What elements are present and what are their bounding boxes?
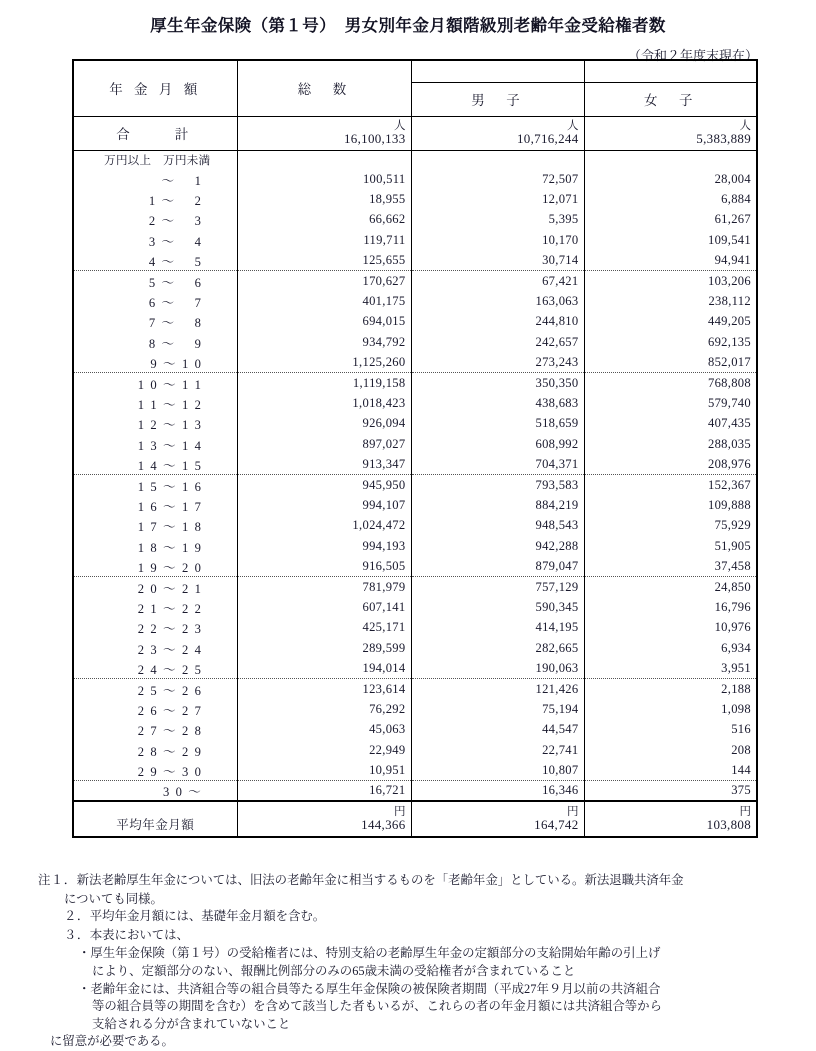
cell-range: 2 7 ～ 2 8: [73, 720, 237, 740]
cell-range: 1 4 ～ 1 5: [73, 454, 237, 474]
header-cell-male: [411, 60, 584, 116]
cell-male: 10,807: [411, 760, 584, 780]
cell-female: 61,267: [714, 212, 751, 227]
table-row: [73, 679, 757, 699]
grand-total-row: [73, 116, 757, 150]
cell-total: 1,119,158: [237, 373, 411, 393]
table-row: [73, 760, 757, 780]
bracket-unit-label: 万円以上 万円未満: [73, 150, 237, 169]
cell-male: 282,665: [411, 638, 584, 658]
cell-total: 945,950: [237, 475, 411, 495]
footnote-closing: に留意が必要である。: [50, 1034, 174, 1049]
grand-total-value-total: [237, 116, 411, 150]
cell-female: 75,929: [714, 518, 751, 533]
cell-range: 5 ～ 6: [73, 271, 237, 291]
cell-male: 72,507: [411, 169, 584, 189]
cell-range: 9 ～ 1 0: [73, 353, 237, 373]
cell-range: 8 ～ 9: [73, 332, 237, 352]
cell-female: 16,796: [714, 599, 751, 614]
cell-female: 109,541: [707, 232, 751, 247]
footnote-3: [38, 927, 798, 945]
cell-male: 704,371: [411, 454, 584, 474]
cell-total: 994,107: [237, 495, 411, 515]
cell-range: 1 9 ～ 2 0: [73, 556, 237, 576]
cell-male: 879,047: [411, 556, 584, 576]
table-row: [73, 210, 757, 230]
table-row: [73, 353, 757, 373]
cell-total: 401,175: [237, 291, 411, 311]
grand-total-value-male: [411, 116, 584, 150]
unit-label-person-total: 人: [394, 120, 406, 133]
cell-total: 1,125,260: [237, 353, 411, 373]
table-row: [73, 699, 757, 719]
page-title: 厚生年金保険（第１号） 男女別年金月額階級別老齢年金受給権者数: [150, 16, 666, 35]
cell-total: 16,721: [237, 781, 411, 802]
footnote-3-text: 本表においては、: [89, 927, 189, 942]
bracket-unit-row: [73, 150, 757, 169]
cell-range: 2 5 ～ 2 6: [73, 679, 237, 699]
cell-female: 24,850: [714, 579, 751, 594]
footnote-2: [38, 908, 798, 926]
cell-male: 757,129: [411, 577, 584, 597]
pension-statistics-table: [72, 59, 758, 838]
cell-total: 18,955: [237, 189, 411, 209]
cell-female: 103,206: [707, 273, 751, 288]
bracket-blank-male: [411, 150, 584, 169]
footnote-3-marker: ３．: [64, 927, 90, 942]
cell-total: 1,018,423: [237, 393, 411, 413]
cell-male: 10,170: [411, 230, 584, 250]
cell-total: 916,505: [237, 556, 411, 576]
cell-male: 242,657: [411, 332, 584, 352]
header-cell-total: 総 数: [237, 60, 411, 116]
cell-total: 10,951: [237, 760, 411, 780]
unit-label-person-male: 人: [567, 120, 579, 133]
table-row: [73, 414, 757, 434]
grand-total-label: 合 計: [73, 116, 237, 150]
cell-male: 438,683: [411, 393, 584, 413]
unit-label-yen-male: 円: [567, 806, 579, 819]
cell-female: 6,884: [721, 192, 751, 207]
cell-female: 692,135: [707, 334, 751, 349]
table-row: [73, 516, 757, 536]
cell-total: 926,094: [237, 414, 411, 434]
table-row: [73, 658, 757, 678]
grand-total-total: 16,100,133: [344, 131, 406, 147]
cell-female: 109,888: [707, 497, 751, 512]
cell-range: 3 ～ 4: [73, 230, 237, 250]
average-total: 144,366: [361, 817, 406, 833]
cell-total: 194,014: [237, 658, 411, 678]
cell-female: 2,188: [721, 681, 751, 696]
table-row: [73, 495, 757, 515]
average-female: 103,808: [706, 817, 751, 833]
cell-female: 28,004: [714, 171, 751, 186]
cell-male: 12,071: [411, 189, 584, 209]
footnote-3-bullet-2-line2: 等の組合員等の期間を含む）を含めて該当した者もいるが、これらの者の年金月額には共済組合等から: [92, 999, 662, 1014]
cell-total: 76,292: [237, 699, 411, 719]
cell-female: 208: [731, 742, 751, 757]
cell-female: 6,934: [721, 640, 751, 655]
cell-female: 768,808: [707, 375, 751, 390]
header-cell-male-label: 男 子: [412, 82, 584, 116]
cell-female: 10,976: [714, 620, 751, 635]
cell-male: 244,810: [411, 312, 584, 332]
footnote-3-bullet-2: [38, 981, 798, 1034]
cell-range: 1 2 ～ 1 3: [73, 414, 237, 434]
cell-range: 6 ～ 7: [73, 291, 237, 311]
cell-total: 694,015: [237, 312, 411, 332]
footnote-3-bullet-1-line1: ・厚生年金保険（第１号）の受給権者には、特別支給の老齢厚生年金の定額部分の支給開始年齢の引上げ: [78, 946, 661, 961]
cell-male: 608,992: [411, 434, 584, 454]
cell-range: 1 7 ～ 1 8: [73, 516, 237, 536]
cell-total: 125,655: [237, 251, 411, 271]
cell-male: 75,194: [411, 699, 584, 719]
footnote-2-marker: ２．: [64, 909, 90, 924]
header-cell-female: [584, 60, 757, 116]
pension-table-container: [72, 59, 756, 838]
document-date-note: （令和２年度末現在）: [627, 48, 758, 63]
cell-female: 208,976: [584, 454, 757, 474]
table-row: [73, 740, 757, 760]
grand-total-male: 10,716,244: [517, 131, 579, 147]
average-pension-label: 平均年金月額: [73, 801, 237, 837]
average-value-total: [237, 801, 411, 837]
footnote-1-text: 新法老齢厚生年金については、旧法の老齢年金に相当するものを「老齢年金」としている。新法退職共済年金: [76, 873, 684, 887]
table-row: [73, 332, 757, 352]
table-row: [73, 271, 757, 291]
unit-label-yen-female: 円: [739, 806, 751, 819]
cell-total: 100,511: [237, 169, 411, 189]
cell-male: 518,659: [411, 414, 584, 434]
cell-male: 44,547: [411, 720, 584, 740]
bracket-blank-total: [237, 150, 411, 169]
cell-range: 4 ～ 5: [73, 251, 237, 271]
cell-female: 37,458: [584, 556, 757, 576]
cell-total: 22,949: [237, 740, 411, 760]
table-row: [73, 434, 757, 454]
cell-male: 414,195: [411, 618, 584, 638]
cell-range: 2 1 ～ 2 2: [73, 597, 237, 617]
footnote-1: [38, 872, 798, 890]
cell-range: 1 0 ～ 1 1: [73, 373, 237, 393]
unit-label-yen-total: 円: [394, 806, 406, 819]
table-row: [73, 230, 757, 250]
footnote-3-bullet-2-line3: 支給される分が含まれていないこと: [92, 1016, 291, 1031]
table-row: [73, 393, 757, 413]
cell-male: 273,243: [411, 353, 584, 373]
cell-male: 793,583: [411, 475, 584, 495]
cell-range: 2 8 ～ 2 9: [73, 740, 237, 760]
cell-female: 288,035: [707, 436, 751, 451]
table-row: [73, 312, 757, 332]
cell-range: 2 3 ～ 2 4: [73, 638, 237, 658]
table-row: [73, 475, 757, 495]
footnote-1-continuation: についても同様。: [64, 891, 163, 906]
cell-male: 16,346: [411, 781, 584, 802]
average-value-male: [411, 801, 584, 837]
table-row: [73, 556, 757, 576]
cell-female: 238,112: [708, 294, 751, 309]
footnote-1-marker: 注１．: [38, 873, 77, 887]
footnote-2-text: 平均年金月額には、基礎年金月額を含む。: [89, 909, 326, 924]
cell-range: 1 1 ～ 1 2: [73, 393, 237, 413]
header-cell-female-label: 女 子: [585, 82, 757, 116]
cell-male: 163,063: [411, 291, 584, 311]
cell-total: 45,063: [237, 720, 411, 740]
cell-total: 607,141: [237, 597, 411, 617]
cell-male: 350,350: [411, 373, 584, 393]
grand-total-value-female: [584, 116, 757, 150]
cell-range: 2 6 ～ 2 7: [73, 699, 237, 719]
cell-female: 3,951: [584, 658, 757, 678]
unit-label-person-female: 人: [739, 120, 751, 133]
cell-total: 897,027: [237, 434, 411, 454]
table-row: [73, 291, 757, 311]
header-cell-pension-amount: 年 金 月 額: [73, 60, 237, 116]
table-row: [73, 189, 757, 209]
cell-range: 2 ～ 3: [73, 210, 237, 230]
cell-male: 190,063: [411, 658, 584, 678]
cell-male: 121,426: [411, 679, 584, 699]
cell-female: 94,941: [584, 251, 757, 271]
cell-range: 1 8 ～ 1 9: [73, 536, 237, 556]
grand-total-female: 5,383,889: [696, 131, 751, 147]
cell-male: 590,345: [411, 597, 584, 617]
table-row: [73, 454, 757, 474]
table-row: [73, 251, 757, 271]
table-row: [73, 597, 757, 617]
average-male: 164,742: [534, 817, 579, 833]
cell-total: 913,347: [237, 454, 411, 474]
cell-range: 2 4 ～ 2 5: [73, 658, 237, 678]
cell-range: 7 ～ 8: [73, 312, 237, 332]
cell-total: 934,792: [237, 332, 411, 352]
cell-total: 781,979: [237, 577, 411, 597]
cell-female: 407,435: [707, 416, 751, 431]
bracket-blank-female: [584, 150, 757, 169]
footnote-3-bullet-2-line1: ・老齢年金には、共済組合等の組合員等たる厚生年金保険の被保険者期間（平成27年９月以前の共済組合: [78, 981, 661, 996]
cell-female: 852,017: [584, 353, 757, 373]
cell-female: 449,205: [707, 314, 751, 329]
table-row: [73, 720, 757, 740]
cell-range: 2 2 ～ 2 3: [73, 618, 237, 638]
table-row: [73, 577, 757, 597]
table-row: [73, 618, 757, 638]
cell-range: 2 0 ～ 2 1: [73, 577, 237, 597]
table-row: [73, 536, 757, 556]
cell-male: 884,219: [411, 495, 584, 515]
cell-range: 2 9 ～ 3 0: [73, 760, 237, 780]
cell-male: 942,288: [411, 536, 584, 556]
cell-range: ～ 1: [73, 169, 237, 189]
cell-total: 994,193: [237, 536, 411, 556]
cell-range: 1 5 ～ 1 6: [73, 475, 237, 495]
average-pension-row: [73, 801, 757, 837]
cell-female: 1,098: [721, 701, 751, 716]
cell-female: 375: [584, 781, 757, 802]
table-row: [73, 638, 757, 658]
cell-female: 516: [731, 722, 751, 737]
table-row: [73, 781, 757, 802]
cell-range: 1 ～ 2: [73, 189, 237, 209]
footnotes-block: [38, 872, 798, 1051]
table-row: [73, 373, 757, 393]
table-row: [73, 169, 757, 189]
cell-female: 152,367: [707, 477, 751, 492]
cell-female: 144: [584, 760, 757, 780]
cell-male: 67,421: [411, 271, 584, 291]
cell-male: 5,395: [411, 210, 584, 230]
cell-total: 425,171: [237, 618, 411, 638]
cell-total: 1,024,472: [237, 516, 411, 536]
cell-male: 22,741: [411, 740, 584, 760]
cell-range: 3 0 ～: [73, 781, 237, 802]
cell-male: 948,543: [411, 516, 584, 536]
cell-female: 579,740: [707, 395, 751, 410]
cell-range: 1 6 ～ 1 7: [73, 495, 237, 515]
footnote-3-bullet-1-line2: により、定額部分のない、報酬比例部分のみの65歳未満の受給権者が含まれていること: [92, 964, 576, 979]
cell-total: 289,599: [237, 638, 411, 658]
cell-total: 170,627: [237, 271, 411, 291]
cell-total: 123,614: [237, 679, 411, 699]
cell-total: 66,662: [237, 210, 411, 230]
cell-range: 1 3 ～ 1 4: [73, 434, 237, 454]
footnote-3-bullet-1: [38, 945, 798, 980]
cell-total: 119,711: [237, 230, 411, 250]
cell-male: 30,714: [411, 251, 584, 271]
average-value-female: [584, 801, 757, 837]
table-header-row: [73, 60, 757, 116]
cell-female: 51,905: [714, 538, 751, 553]
